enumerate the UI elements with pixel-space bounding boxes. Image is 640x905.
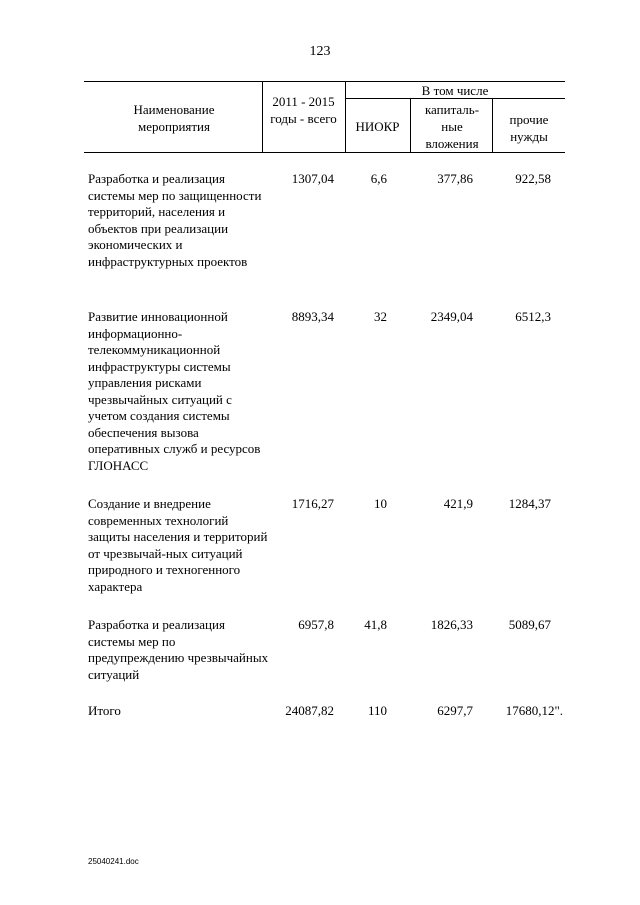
- row-name: Разработка и реализация системы мер по защищенности территорий, населения и объектов при реализации экономических и инфраструктурных проектов: [88, 171, 262, 269]
- cell-other: 5089,67: [508, 617, 551, 632]
- cell-niokr: 32: [374, 309, 387, 324]
- cell-total: 24087,82: [285, 703, 334, 718]
- cell-other: 922,58: [515, 171, 551, 186]
- header-divider: [492, 98, 493, 152]
- cell-other: 17680,12".: [505, 703, 563, 718]
- header-name: Наименование мероприятия: [133, 102, 215, 134]
- row-name: Разработка и реализация системы мер по предупреждению чрезвычайных ситуаций: [88, 617, 269, 682]
- cell-niokr: 10: [374, 496, 387, 511]
- document-code: 25040241.doc: [88, 857, 139, 866]
- header-bottom-rule: [84, 152, 565, 153]
- cell-total: 1307,04: [291, 171, 334, 186]
- cell-total: 6957,8: [298, 617, 334, 632]
- page-number: 123: [309, 44, 331, 59]
- header-niokr: НИОКР: [355, 119, 400, 134]
- header-group: В том числе: [421, 83, 489, 98]
- row-name: Развитие инновационной информационно-телекоммуникационной инфраструктуры системы управления рисками чрезвычайных ситуаций с учетом создания системы обеспечения вызова оперативных служб и ресурсов ГЛОНАСС: [88, 309, 261, 473]
- cell-niokr: 110: [367, 703, 387, 718]
- cell-total: 8893,34: [291, 309, 334, 324]
- header-capital: капиталь-ные вложения: [424, 102, 480, 151]
- cell-capital: 421,9: [443, 496, 473, 511]
- cell-capital: 377,86: [437, 171, 473, 186]
- cell-other: 1284,37: [508, 496, 551, 511]
- cell-capital: 2349,04: [430, 309, 473, 324]
- header-divider: [262, 81, 263, 152]
- cell-niokr: 6,6: [370, 171, 387, 186]
- header-other: прочие нужды: [509, 112, 549, 144]
- cell-capital: 6297,7: [437, 703, 473, 718]
- header-total: 2011 - 2015 годы - всего: [270, 94, 337, 126]
- cell-other: 6512,3: [515, 309, 551, 324]
- row-name: Создание и внедрение современных технологий защиты населения и территорий от чрезвычай-ных ситуаций природного и техногенного характера: [88, 496, 268, 594]
- cell-capital: 1826,33: [430, 617, 473, 632]
- cell-niokr: 41,8: [364, 617, 387, 632]
- row-name-total: Итого: [88, 703, 121, 718]
- header-divider: [410, 98, 411, 152]
- cell-total: 1716,27: [291, 496, 334, 511]
